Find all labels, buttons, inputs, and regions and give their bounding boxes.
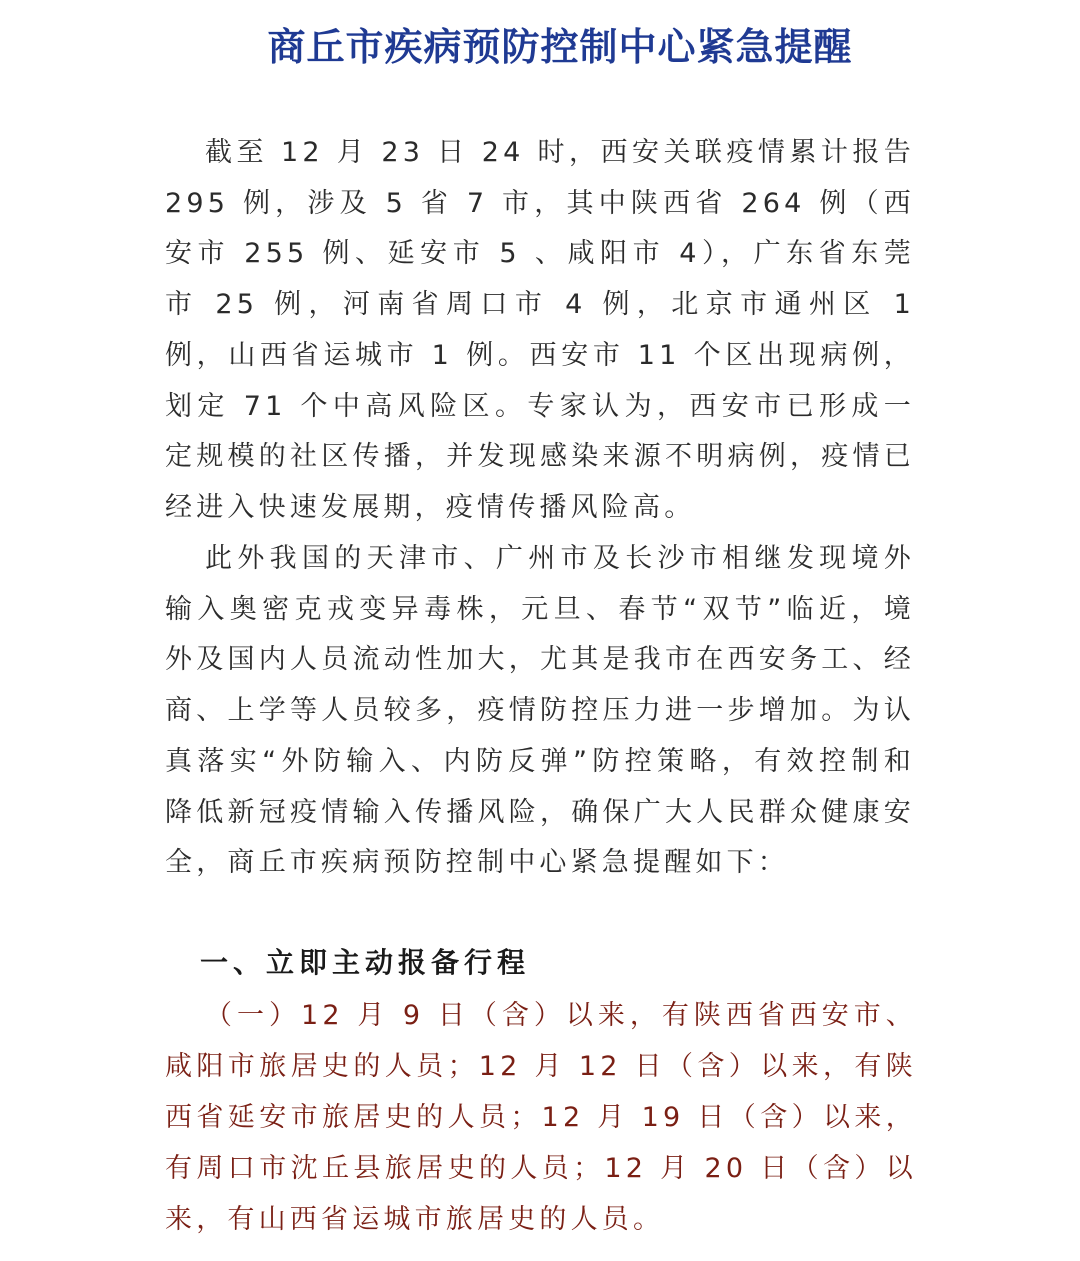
document-title: 商丘市疾病预防控制中心紧急提醒: [267, 24, 853, 69]
section-heading: 一、立即主动报备行程: [200, 946, 531, 979]
paragraph-epidemic-summary: 截至 12 月 23 日 24 时，西安关联疫情累计报告 295 例，涉及 5 省 7 市，其中陕西省 264 例（西安市 255 例、延安市 5 、咸阳市 4），广东省东莞市 25 例，河南省周口市 4 例，北京市通州区 1 例，山西省运城市 1 例。西安市 11 个区出现病例，划定 71 个中高风险区。专家认为，西安市已形成一定规模的社区传播，并发现感染来源不明病例，疫情已经进入快速发展期，疫情传播风险高。: [165, 137, 915, 523]
highlight-paragraph: （一）12 月 9 日（含）以来，有陕西省西安市、咸阳市旅居史的人员；12 月 12 日（含）以来，有陕西省延安市旅居史的人员；12 月 19 日（含）以来，有周口市沈丘县旅居史的人员；12 月 20 日（含）以来，有山西省运城市旅居史的人员。: [165, 1000, 918, 1235]
paragraph-reminder-context: 此外我国的天津市、广州市及长沙市相继发现境外输入奥密克戎变异毒株，元旦、春节“双节”临近，境外及国内人员流动性加大，尤其是我市在西安务工、经商、上学等人员较多，疫情防控压力进一步增加。为认真落实“外防输入、内防反弹”防控策略，有效控制和降低新冠疫情输入传播风险，确保广大人民群众健康安全，商丘市疾病预防控制中心紧急提醒如下：: [165, 543, 915, 879]
